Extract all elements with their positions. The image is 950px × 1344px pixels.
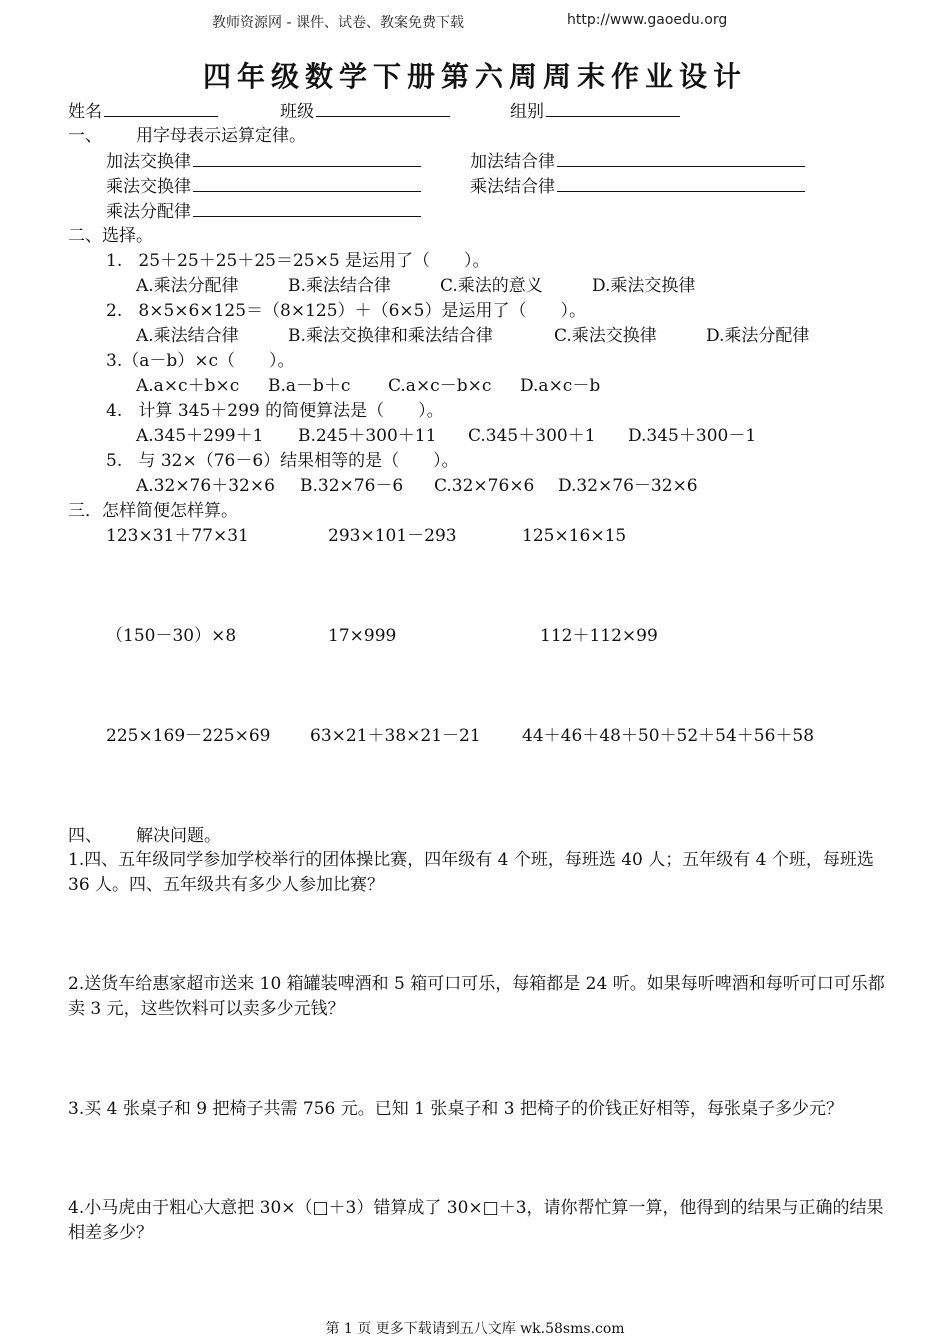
law-label: 乘法交换律	[106, 177, 191, 197]
section1-num: 一、	[68, 126, 102, 146]
q1-option-c[interactable]: C.乘法的意义	[440, 276, 543, 296]
law-mul-commutative[interactable]	[106, 175, 421, 198]
q4-option-b[interactable]: B.245＋300＋11	[298, 426, 437, 446]
calc-expression: 123×31＋77×31	[106, 526, 249, 546]
law-add-associative[interactable]	[470, 150, 805, 173]
q2-option-c[interactable]: C.乘法交换律	[554, 326, 657, 346]
calc-expression: 293×101－293	[328, 526, 457, 546]
question-3: 3.（a－b）×c（ ）。	[106, 351, 295, 371]
group-field[interactable]	[510, 100, 680, 123]
problem-1: 1.四、五年级同学参加学校举行的团体操比赛，四年级有 4 个班，每班选 40 人；五年级有 4 个班，每班选 36 人。四、五年级共有多少人参加比赛？	[68, 850, 874, 895]
q3-option-b[interactable]: B.a－b＋c	[268, 376, 351, 396]
section2-heading: 二、选择。	[68, 226, 153, 246]
section4-num: 四、	[68, 826, 102, 846]
law-add-commutative[interactable]	[106, 150, 421, 173]
question-5: 5. 与 32×（76－6）结果相等的是（ ）。	[106, 451, 459, 471]
question-1: 1. 25＋25＋25＋25＝25×5 是运用了（ ）。	[106, 251, 490, 271]
calc-expression: 225×169－225×69	[106, 726, 271, 746]
law-blank[interactable]	[557, 150, 805, 167]
law-label: 乘法分配律	[106, 202, 191, 222]
section3-heading: 三．怎样简便怎样算。	[68, 501, 238, 521]
page-title: 四年级数学下册第六周周末作业设计	[202, 60, 747, 93]
calc-expression: 63×21＋38×21－21	[310, 726, 481, 746]
header-url[interactable]: http://www.gaoedu.org	[567, 12, 728, 28]
section1-heading: 用字母表示运算定律。	[136, 126, 306, 146]
calc-expression: 44＋46＋48＋50＋52＋54＋56＋58	[522, 726, 815, 746]
group-label: 组别	[510, 102, 544, 122]
group-blank[interactable]	[546, 100, 680, 117]
calc-expression: 17×999	[328, 626, 397, 646]
q4-option-d[interactable]: D.345＋300－1	[628, 426, 757, 446]
q4-option-a[interactable]: A.345＋299＋1	[136, 426, 264, 446]
law-label: 乘法结合律	[470, 177, 555, 197]
section4-heading: 解决问题。	[136, 826, 221, 846]
class-blank[interactable]	[316, 100, 450, 117]
q5-option-b[interactable]: B.32×76－6	[300, 476, 404, 496]
q2-option-a[interactable]: A.乘法结合律	[136, 326, 239, 346]
q5-option-c[interactable]: C.32×76×6	[434, 476, 535, 496]
page-footer: 第 1 页 更多下载请到五八文库 wk.58sms.com	[325, 1321, 625, 1337]
q3-option-c[interactable]: C.a×c－b×c	[388, 376, 492, 396]
class-label: 班级	[280, 102, 314, 122]
calc-expression: （150－30）×8	[106, 626, 237, 646]
q1-option-b[interactable]: B.乘法结合律	[288, 276, 391, 296]
law-blank[interactable]	[193, 175, 421, 192]
q3-option-d[interactable]: D.a×c－b	[520, 376, 601, 396]
law-blank[interactable]	[193, 150, 421, 167]
q5-option-a[interactable]: A.32×76＋32×6	[136, 476, 275, 496]
law-label: 加法结合律	[470, 152, 555, 172]
question-2: 2. 8×5×6×125＝（8×125）＋（6×5）是运用了（ ）。	[106, 301, 586, 321]
name-field[interactable]	[68, 100, 218, 123]
law-mul-distributive[interactable]	[106, 200, 421, 223]
law-blank[interactable]	[557, 175, 805, 192]
law-mul-associative[interactable]	[470, 175, 805, 198]
name-label: 姓名	[68, 102, 102, 122]
class-field[interactable]	[280, 100, 450, 123]
q3-option-a[interactable]: A.a×c＋b×c	[136, 376, 240, 396]
law-label: 加法交换律	[106, 152, 191, 172]
q1-option-a[interactable]: A.乘法分配律	[136, 276, 239, 296]
question-4: 4. 计算 345＋299 的简便算法是（ ）。	[106, 401, 444, 421]
problem-3: 3.买 4 张桌子和 9 把椅子共需 756 元。已知 1 张桌子和 3 把椅子的价钱正好相等，每张桌子多少元？	[68, 1099, 843, 1119]
problem-2: 2.送货车给惠家超市送来 10 箱罐装啤酒和 5 箱可口可乐，每箱都是 24 听。如果每听啤酒和每听可口可乐都卖 3 元，这些饮料可以卖多少元钱？	[68, 974, 885, 1019]
header-site: 教师资源网 - 课件、试卷、教案免费下载	[212, 15, 464, 31]
q1-option-d[interactable]: D.乘法交换律	[592, 276, 696, 296]
q5-option-d[interactable]: D.32×76－32×6	[558, 476, 698, 496]
q2-option-d[interactable]: D.乘法分配律	[706, 326, 810, 346]
name-blank[interactable]	[104, 100, 218, 117]
q2-option-b[interactable]: B.乘法交换律和乘法结合律	[288, 326, 493, 346]
problem-4: 4.小马虎由于粗心大意把 30×（□＋3）错算成了 30×□＋3，请你帮忙算一算，他得到的结果与正确的结果相差多少？	[68, 1198, 884, 1243]
q4-option-c[interactable]: C.345＋300＋1	[468, 426, 596, 446]
law-blank[interactable]	[193, 200, 421, 217]
calc-expression: 125×16×15	[522, 526, 627, 546]
calc-expression: 112＋112×99	[540, 626, 658, 646]
